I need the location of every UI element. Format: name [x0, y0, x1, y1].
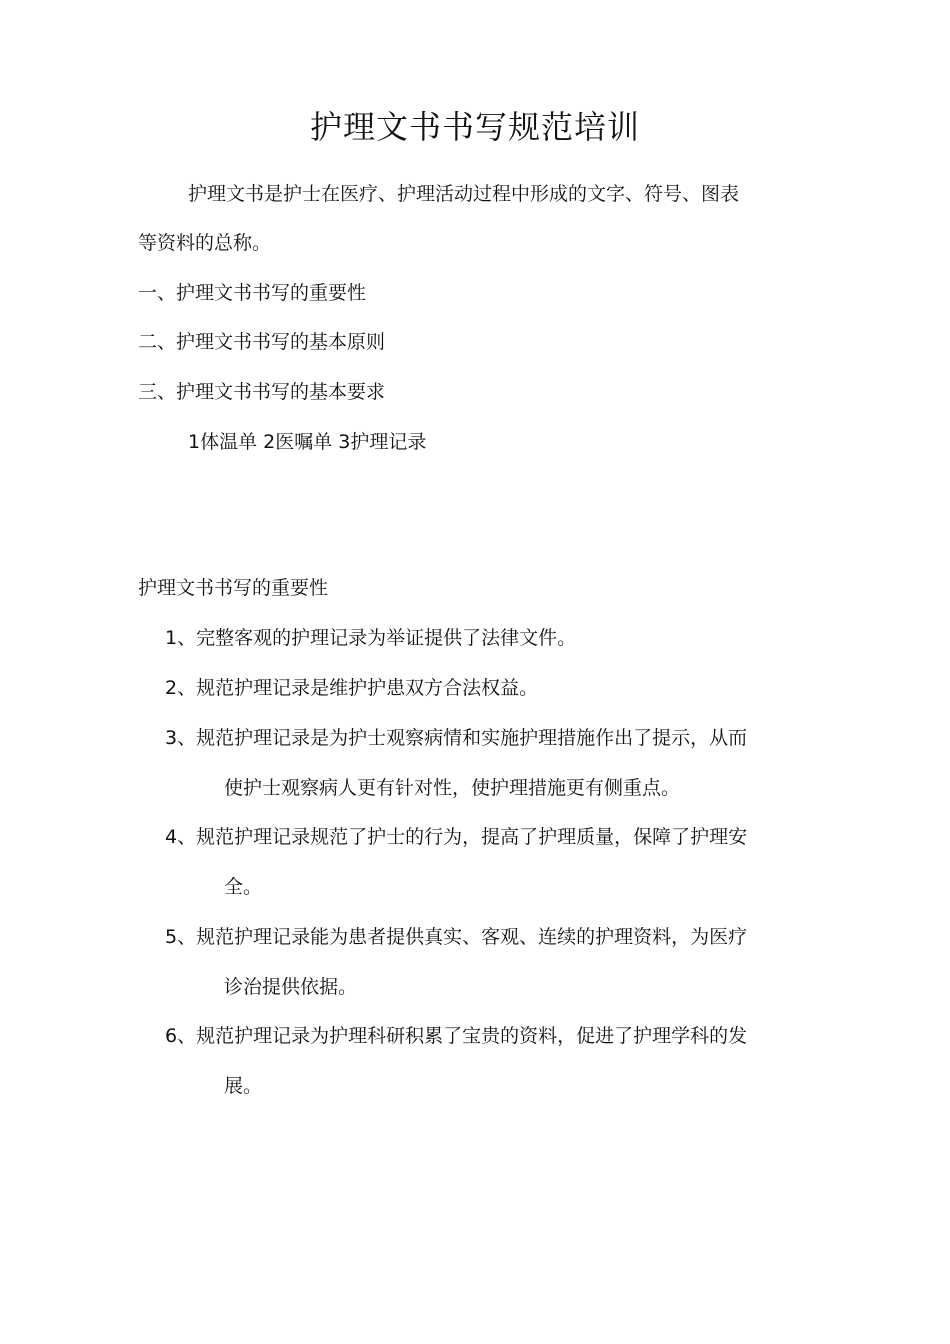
importance-item-text: 1、完整客观的护理记录为举证提供了法律文件。 [165, 627, 577, 649]
importance-item-text: 5、规范护理记录能为患者提供真实、客观、连续的护理资料，为医疗 [165, 926, 748, 948]
outline-item-importance: 一、护理文书书写的重要性 [138, 282, 367, 304]
importance-item-2 [165, 674, 538, 702]
importance-item-3 [165, 724, 747, 802]
importance-item-continuation: 展。 [224, 1075, 263, 1097]
section-heading: 护理文书书写的重要性 [138, 577, 329, 599]
importance-item-4 [165, 823, 747, 901]
importance-item-1 [165, 624, 576, 652]
importance-item-continuation: 使护士观察病人更有针对性，使护理措施更有侧重点。 [224, 777, 681, 799]
importance-item-text: 6、规范护理记录为护理科研积累了宝贵的资料，促进了护理学科的发 [165, 1025, 748, 1047]
importance-item-text: 4、规范护理记录规范了护士的行为，提高了护理质量，保障了护理安 [165, 826, 748, 848]
importance-item-continuation: 诊治提供依据。 [224, 976, 358, 998]
page-title: 护理文书书写规范培训 [309, 108, 640, 146]
importance-item-text: 2、规范护理记录是维护护患双方合法权益。 [165, 677, 539, 699]
intro-line-2: 等资料的总称。 [138, 232, 272, 254]
importance-item-6 [165, 1022, 747, 1100]
record-types-line: 1体温单 2医嘱单 3护理记录 [188, 431, 427, 453]
importance-item-text: 3、规范护理记录是为护士观察病情和实施护理措施作出了提示，从而 [165, 727, 748, 749]
outline-item-principles: 二、护理文书书写的基本原则 [138, 331, 386, 353]
importance-item-5 [165, 923, 747, 1001]
intro-line-1: 护理文书是护士在医疗、护理活动过程中形成的文字、符号、图表 [188, 183, 740, 205]
importance-item-continuation: 全。 [224, 876, 263, 898]
outline-item-requirements: 三、护理文书书写的基本要求 [138, 381, 386, 403]
